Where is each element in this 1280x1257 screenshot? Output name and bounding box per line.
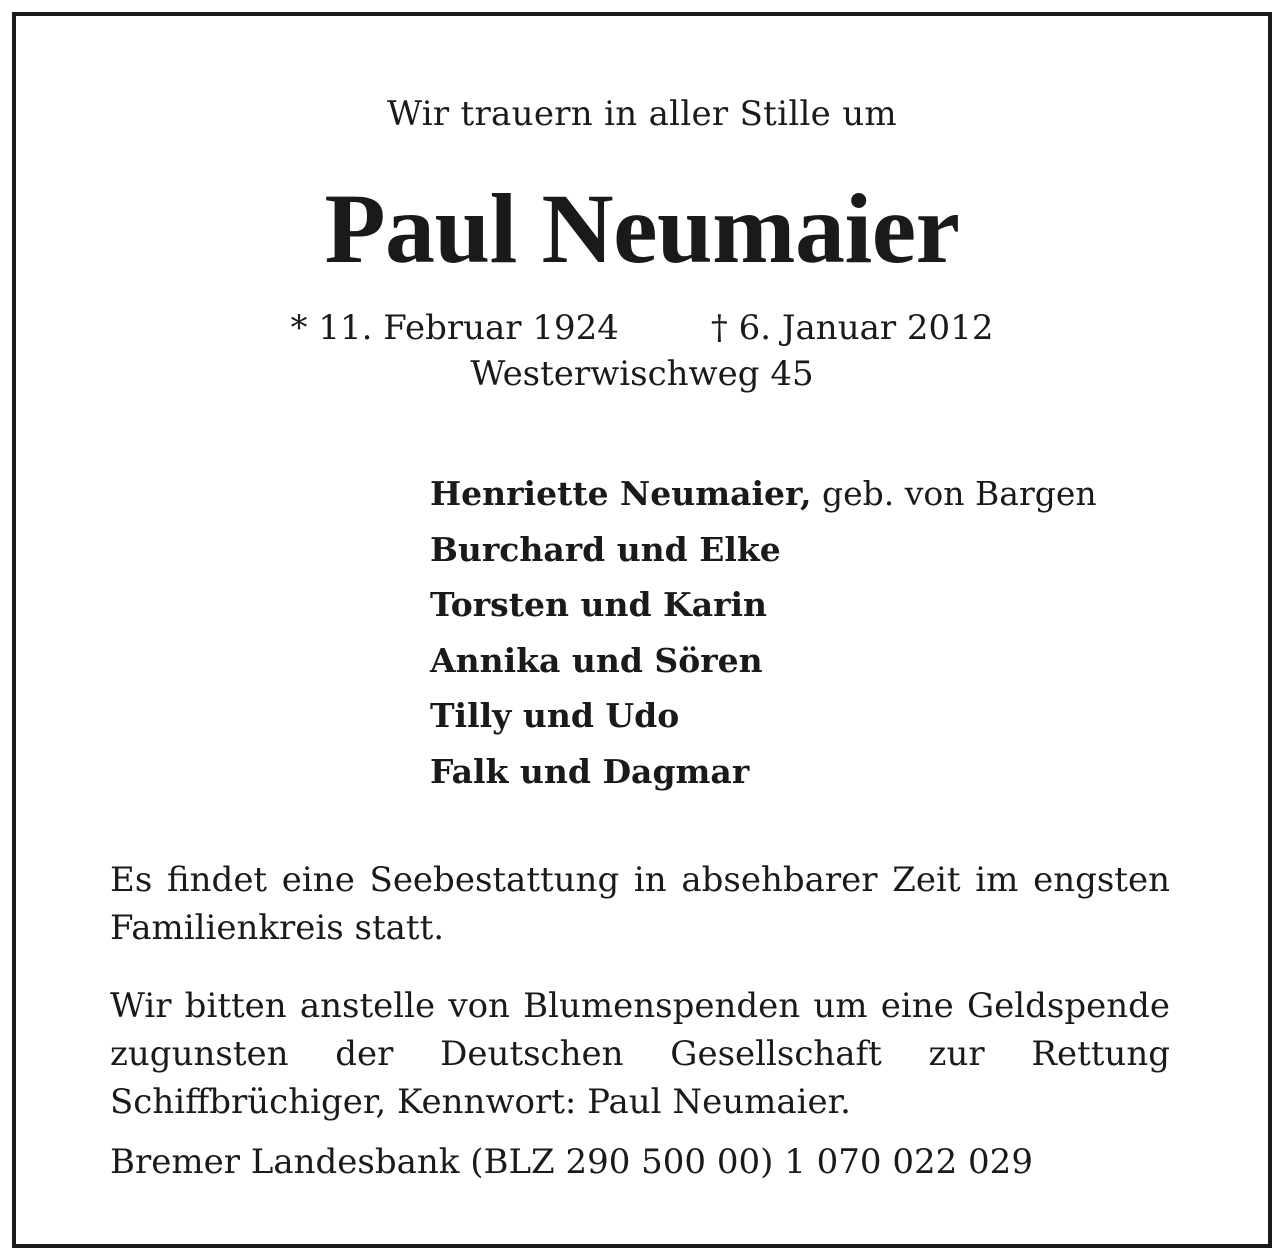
mourner-item: [430, 522, 1097, 578]
death-date: † 6. Januar 2012: [710, 308, 994, 348]
address: Westerwischweg 45: [470, 354, 814, 394]
bank-details: Bremer Landesbank (BLZ 290 500 00) 1 070 022 029: [110, 1142, 1033, 1182]
mourner-name: Falk und Dagmar: [430, 751, 750, 791]
deceased-name: Paul Neumaier: [324, 173, 960, 284]
burial-notice: Es findet eine Seebestattung in absehbarer Zeit im engsten Familienkreis statt.: [110, 860, 1170, 948]
birth-date: * 11. Februar 1924: [290, 308, 619, 348]
mourner-item: [430, 744, 1097, 800]
mourner-item: [430, 688, 1097, 744]
obituary-notice: [16, 16, 1268, 1244]
mourner-item: [430, 577, 1097, 633]
notice-frame: [12, 12, 1272, 1248]
mourner-item: [430, 633, 1097, 689]
mourner-name: Henriette Neumaier,: [430, 474, 812, 513]
mourners-list: [430, 466, 1097, 799]
life-dates: [16, 308, 1268, 348]
donation-request: Wir bitten anstelle von Blumenspenden um eine Geldspende zugunsten der Deutschen Gesellschaft zur Rettung Schiffbrüchiger, Kennwort: Paul Neumaier.: [110, 986, 1170, 1122]
mourner-item: [430, 466, 1097, 522]
mourner-name: Burchard und Elke: [430, 529, 781, 569]
mourner-name: Annika und Sören: [430, 640, 763, 680]
mourner-name: Tilly und Udo: [430, 696, 680, 735]
mourner-suffix: geb. von Bargen: [811, 474, 1097, 513]
intro-line: Wir trauern in aller Stille um: [387, 94, 897, 134]
mourner-name: Torsten und Karin: [430, 585, 767, 624]
